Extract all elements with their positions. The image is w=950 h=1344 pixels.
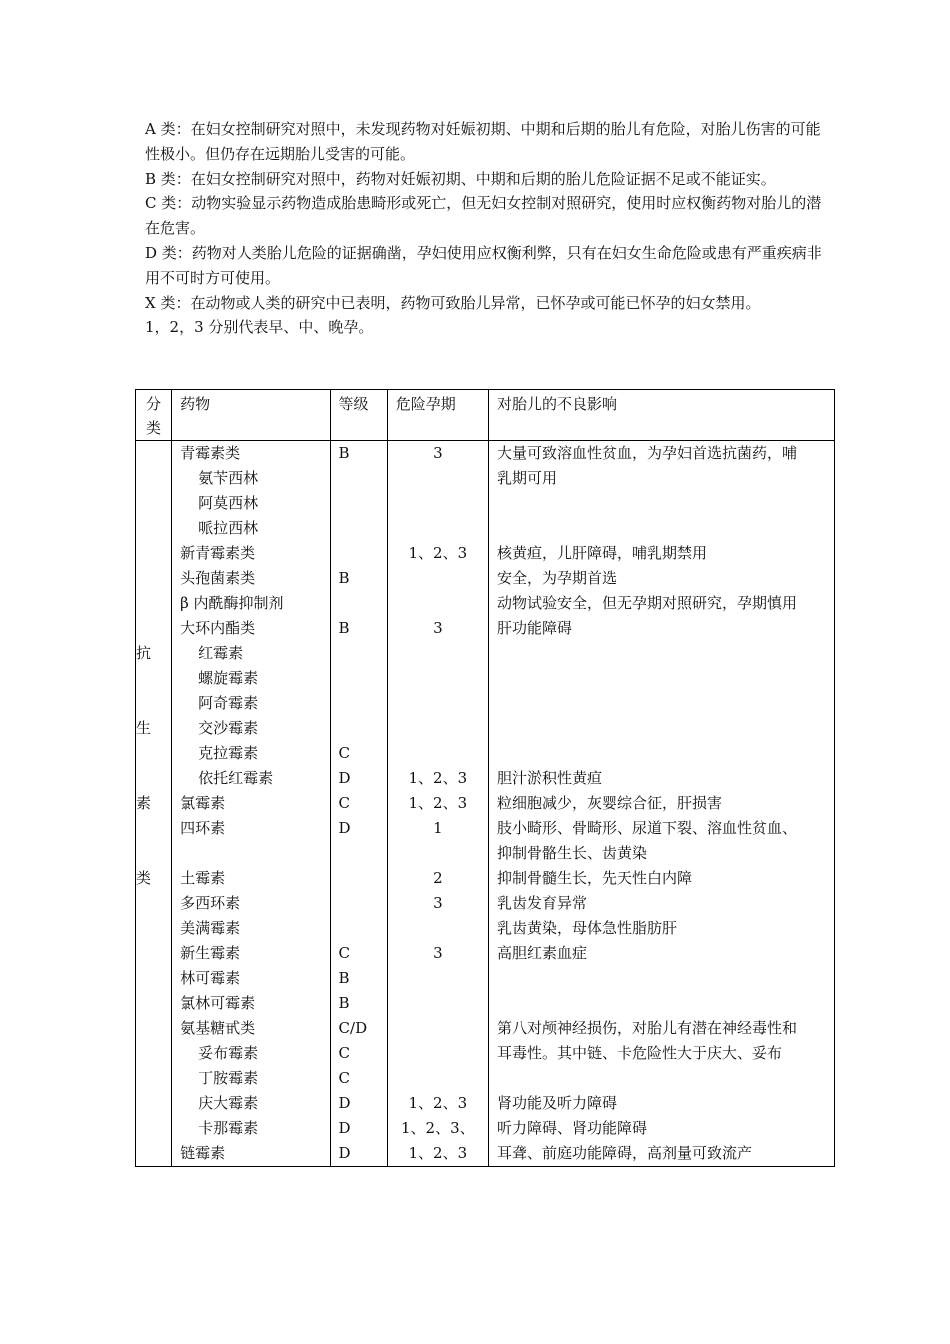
class-char-0: 抗 <box>136 644 152 662</box>
drug-name-3: 哌拉西林 <box>198 519 259 537</box>
fetal-effect-12 <box>489 741 834 766</box>
grade-value-12: C <box>338 744 351 762</box>
class-char-1: 生 <box>136 719 152 737</box>
fetal-effect-4: 核黄疸，儿肝障碍，哺乳期禁用 <box>496 544 707 562</box>
drug-name-7: 大环内酯类 <box>180 619 256 637</box>
risk-period-3 <box>388 516 488 541</box>
fetal-effect-15: 肢小畸形、骨畸形、尿道下裂、溶血性贫血、 <box>496 819 797 837</box>
drug-column <box>172 441 330 1167</box>
fetal-effect-9 <box>489 666 834 691</box>
drug-name-16 <box>172 841 329 866</box>
risk-period-17: 2 <box>433 869 443 887</box>
grade-value-28: D <box>338 1144 351 1162</box>
risk-period-18: 3 <box>433 894 443 912</box>
legend-x: X 类：在动物或人类的研究中已表明，药物可致胎儿异常，已怀孕或可能已怀孕的妇女禁用。 <box>145 293 761 312</box>
drug-name-18: 多西环素 <box>180 894 241 912</box>
risk-period-19 <box>388 916 488 941</box>
legend-c: C 类：动物实验显示药物造成胎患畸形或死亡，但无妇女控制对照研究，使用时应权衡药物对胎儿的潜在危害。 <box>145 194 822 238</box>
drug-name-25: 丁胺霉素 <box>198 1069 259 1087</box>
drug-name-15: 四环素 <box>180 819 226 837</box>
drug-name-20: 新生霉素 <box>180 944 241 962</box>
drug-name-12: 克拉霉素 <box>198 744 259 762</box>
risk-period-14: 1、2、3 <box>408 794 468 812</box>
drug-name-8: 红霉素 <box>198 644 244 662</box>
drug-name-19: 美满霉素 <box>180 919 241 937</box>
drug-name-21: 林可霉素 <box>180 969 241 987</box>
drug-name-11: 交沙霉素 <box>198 719 259 737</box>
risk-period-25 <box>388 1066 488 1091</box>
risk-period-10 <box>388 691 488 716</box>
risk-period-8 <box>388 641 488 666</box>
class-char-2: 素 <box>136 794 152 812</box>
fetal-effect-24: 耳毒性。其中链、卡危险性大于庆大、妥布 <box>496 1044 782 1062</box>
risk-period-20: 3 <box>433 944 443 962</box>
grade-value-3 <box>331 516 387 541</box>
drug-name-6: β 内酰酶抑制剂 <box>180 594 284 612</box>
fetal-effect-13: 胆汁淤积性黄疸 <box>496 769 602 787</box>
grade-value-18 <box>331 891 387 916</box>
drug-name-24: 妥布霉素 <box>198 1044 259 1062</box>
legend-trimester-note: 1，2，3 分别代表早、中、晚孕。 <box>145 318 374 337</box>
grade-value-9 <box>331 666 387 691</box>
grade-value-20: C <box>338 944 351 962</box>
risk-period-27: 1、2、3、 <box>401 1119 475 1137</box>
risk-period-6 <box>388 591 488 616</box>
header-class-line2: 类 <box>146 419 162 437</box>
risk-period-7: 3 <box>433 619 443 637</box>
risk-period-23 <box>388 1016 488 1041</box>
fetal-effect-23: 第八对颅神经损伤，对胎儿有潜在神经毒性和 <box>496 1019 797 1037</box>
grade-value-5: B <box>338 569 350 587</box>
fetal-effect-18: 乳齿发育异常 <box>496 894 587 912</box>
drug-name-1: 氨苄西林 <box>198 469 259 487</box>
risk-period-13: 1、2、3 <box>408 769 468 787</box>
table-body-row <box>136 441 835 1167</box>
grade-value-13: D <box>338 769 351 787</box>
fetal-effect-2 <box>489 491 834 516</box>
grade-value-7: B <box>338 619 350 637</box>
legend-b: B 类：在妇女控制研究对照中，药物对妊娠初期、中期和后期的胎儿危险证据不足或不能证实。 <box>145 169 776 188</box>
drug-name-10: 阿奇霉素 <box>198 694 259 712</box>
table-header-row <box>136 390 835 441</box>
header-grade: 等级 <box>330 390 387 441</box>
grade-value-1 <box>331 466 387 491</box>
drug-name-0: 青霉素类 <box>180 444 241 462</box>
legend-a: A 类：在妇女控制研究对照中，未发现药物对妊娠初期、中期和后期的胎儿有危险，对胎儿伤害的可能性极小。但仍存在远期胎儿受害的可能。 <box>145 120 821 163</box>
grade-value-15: D <box>338 819 351 837</box>
drug-name-4: 新青霉素类 <box>180 544 256 562</box>
grade-value-16 <box>331 841 387 866</box>
drug-name-5: 头孢菌素类 <box>180 569 256 587</box>
fetal-effect-19: 乳齿黄染，母体急性脂肪肝 <box>496 919 677 937</box>
grade-value-0: B <box>338 444 350 462</box>
legend-d: D 类：药物对人类胎儿危险的证据确凿，孕妇使用应权衡利弊，只有在妇女生命危险或患有严重疾病非用不可时方可使用。 <box>145 243 822 287</box>
risk-period-9 <box>388 666 488 691</box>
fetal-effect-16: 抑制骨骼生长、齿黄染 <box>496 844 647 862</box>
drug-name-28: 链霉素 <box>180 1144 226 1162</box>
effect-column <box>488 441 834 1167</box>
fetal-effect-0: 大量可致溶血性贫血，为孕妇首选抗菌药，哺 <box>496 444 797 462</box>
grade-value-6 <box>331 591 387 616</box>
fetal-effect-25 <box>489 1066 834 1091</box>
header-drug: 药物 <box>172 390 330 441</box>
fetal-effect-1: 乳期可用 <box>496 469 557 487</box>
drug-name-23: 氨基糖甙类 <box>180 1019 256 1037</box>
grade-column <box>330 441 387 1167</box>
grade-value-24: C <box>338 1044 351 1062</box>
grade-value-21: B <box>338 969 350 987</box>
risk-period-16 <box>388 841 488 866</box>
fetal-effect-26: 肾功能及听力障碍 <box>496 1094 617 1112</box>
fetal-effect-11 <box>489 716 834 741</box>
fetal-effect-27: 听力障碍、肾功能障碍 <box>496 1119 647 1137</box>
grade-value-14: C <box>338 794 351 812</box>
grade-value-17 <box>331 866 387 891</box>
fetal-effect-28: 耳聋、前庭功能障碍，高剂量可致流产 <box>496 1144 752 1162</box>
grade-value-11 <box>331 716 387 741</box>
fetal-effect-20: 高胆红素血症 <box>496 944 587 962</box>
risk-period-28: 1、2、3 <box>408 1144 468 1162</box>
header-period: 危险孕期 <box>387 390 488 441</box>
grade-value-25: C <box>338 1069 351 1087</box>
risk-period-1 <box>388 466 488 491</box>
fetal-effect-14: 粒细胞减少，灰婴综合征，肝损害 <box>496 794 722 812</box>
grade-value-2 <box>331 491 387 516</box>
grade-value-23: C/D <box>338 1019 368 1037</box>
drug-name-17: 土霉素 <box>180 869 226 887</box>
risk-period-22 <box>388 991 488 1016</box>
grade-value-8 <box>331 641 387 666</box>
fetal-effect-3 <box>489 516 834 541</box>
risk-period-21 <box>388 966 488 991</box>
grade-value-19 <box>331 916 387 941</box>
classification-legend <box>145 117 825 340</box>
header-class-line1: 分 <box>146 395 162 413</box>
drug-risk-table <box>135 389 835 1167</box>
risk-period-12 <box>388 741 488 766</box>
fetal-effect-10 <box>489 691 834 716</box>
drug-name-13: 依托红霉素 <box>198 769 274 787</box>
risk-period-4: 1、2、3 <box>408 544 468 562</box>
risk-period-2 <box>388 491 488 516</box>
risk-period-0: 3 <box>433 444 443 462</box>
risk-period-5 <box>388 566 488 591</box>
drug-name-2: 阿莫西林 <box>198 494 259 512</box>
fetal-effect-6: 动物试验安全，但无孕期对照研究，孕期慎用 <box>496 594 797 612</box>
fetal-effect-17: 抑制骨髓生长，先天性白内障 <box>496 869 692 887</box>
risk-period-24 <box>388 1041 488 1066</box>
fetal-effect-22 <box>489 991 834 1016</box>
risk-period-26: 1、2、3 <box>408 1094 468 1112</box>
drug-name-14: 氯霉素 <box>180 794 226 812</box>
risk-period-11 <box>388 716 488 741</box>
grade-value-22: B <box>338 994 350 1012</box>
grade-value-10 <box>331 691 387 716</box>
class-cell <box>136 441 172 1167</box>
fetal-effect-21 <box>489 966 834 991</box>
header-class <box>136 390 172 441</box>
fetal-effect-7: 肝功能障碍 <box>496 619 572 637</box>
risk-period-15: 1 <box>433 819 443 837</box>
period-column <box>387 441 488 1167</box>
drug-name-9: 螺旋霉素 <box>198 669 259 687</box>
header-effect: 对胎儿的不良影响 <box>488 390 834 441</box>
drug-name-26: 庆大霉素 <box>198 1094 259 1112</box>
fetal-effect-5: 安全，为孕期首选 <box>496 569 617 587</box>
drug-name-22: 氯林可霉素 <box>180 994 256 1012</box>
grade-value-27: D <box>338 1119 351 1137</box>
class-char-3: 类 <box>136 869 152 887</box>
grade-value-4 <box>331 541 387 566</box>
grade-value-26: D <box>338 1094 351 1112</box>
drug-name-27: 卡那霉素 <box>198 1119 259 1137</box>
fetal-effect-8 <box>489 641 834 666</box>
